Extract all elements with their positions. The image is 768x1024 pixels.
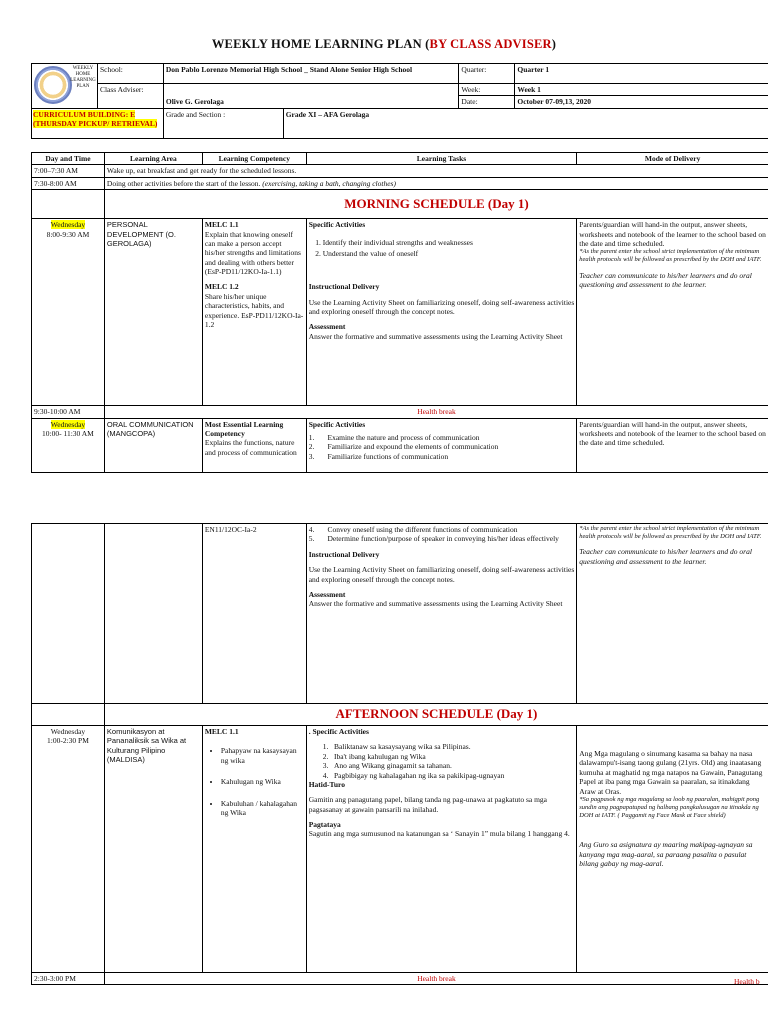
break2-label-cut: Health b: [734, 977, 760, 986]
row1-melc1-title: MELC 1.1: [204, 220, 239, 230]
afternoon-schedule-title: AFTERNOON SCHEDULE (Day 1): [104, 704, 768, 726]
row3-pagtataya-text: Sagutin ang mga sumusunod na katanungan sa ‘ Sanayin 1” mula bilang 1 hanggang 4.: [308, 829, 570, 839]
row3-time: 1:00-2:30 PM: [47, 736, 89, 746]
row1-mode-text: Parents/guardian will hand-in the output, answer sheets, worksheets and notebook of the learner to the school based on the date and time scheduled.: [579, 220, 766, 248]
row3-mode-text: Ang Mga magulang o sinumang kasama sa bahay na nasa dalawampu't-isang taong gulang (21yrs. Old) ang inaatasang kumuha at maghatid ng mga natapos na Gawain, Panagutang Papel at iba pang mga Gawain sa paaralan, sa itinakdang Araw at Oras.: [579, 749, 763, 796]
grade-value: Grade XI – AFA Gerolaga: [283, 108, 768, 138]
date-label: Date:: [461, 97, 478, 107]
break2-time: 2:30-3:00 PM: [32, 973, 105, 985]
row1-melc2-title: MELC 1.2: [204, 282, 239, 292]
pre-text-2-italic: (exercising, taking a bath, changing clothes): [262, 178, 396, 188]
row2b-activity-5: Determine function/purpose of speaker in conveying his/her ideas effectively: [327, 534, 559, 544]
row1-assessment-text: Answer the formative and summative assessments using the Learning Activity Sheet: [308, 331, 563, 341]
row3-bullet-2: • Kahulugan ng Wika: [221, 777, 304, 786]
pre-text-1: Wake up, eat breakfast and get ready for the scheduled lessons.: [104, 165, 768, 177]
pre-text-2: Doing other activities before the start of the lesson.: [106, 178, 261, 188]
row1-activity-2: 2. Understand the value of oneself: [323, 249, 575, 258]
row1-assessment-title: Assessment: [308, 322, 346, 332]
row2b-delivery-title: Instructional Delivery: [308, 549, 380, 559]
school-value: Don Pablo Lorenzo Memorial High School _ Stand Alone Senior High School: [163, 64, 459, 84]
row2-comp-title: Most Essential Learning Competency: [204, 419, 284, 438]
row3-melc-title: MELC 1.1: [204, 727, 239, 736]
row2b-activity-4: Convey oneself using the different functions of communication: [327, 525, 518, 534]
row3-specific-title: . Specific Activities: [308, 727, 369, 736]
curriculum-note: CURRICULUM BUILDING: E (THURSDAY PICKUP/ RETRIEVAL): [33, 109, 158, 129]
quarter-value: Quarter 1: [515, 64, 768, 84]
row3-mode-note: Sa pagpasok ng mga magulang sa loob ng paaralan, mahigpit pong sundin ang pagpapatupad ng halbang pangkalusugan na itinakda ng DOH at IATF. ( Paggamit ng Face Mask at Face shield): [579, 795, 760, 820]
row3-activity-2: Iba't ibang kahulugan ng Wika: [333, 751, 426, 761]
week-label: Week:: [459, 84, 514, 96]
row3-bullet-3: • Kabuluhan / kahalagahan ng Wika: [221, 799, 304, 818]
break1-time: 9:30-10:00 AM: [32, 406, 105, 418]
schedule-table-1: Day and Time Learning Area Learning Competency Learning Tasks Mode of Delivery 7:00–7:30 AM Wake up, eat breakfast and get ready for the scheduled lessons. 7:30-8:00 AM Doing other activities before the start of the lesson. (exercising, taking a bath, changing clothes) MORNING SCHEDULE (Day 1) Wednesday 8:00-9:30 AM PERSONAL DEVELOPMENT (O. GEROLAGA) MELC 1.1 Explain that knowing oneself can make a person accept his/her strengths and limitations and dealing with others better (EsP-PD11/12KO-Ia-1.1) MELC 1.2 Share his/her unique characteristics, habits, and experience. EsP-PD11/12KO-Ia-1.2 Specific Activities 1. Identify their individual strengths and weaknesses 2. Understand the value of oneself Instructional Delivery Use the Learning Activity Sheet on familiarizing oneself, doing self-awareness activities and exploring oneself through the concept notes. Assessment Answer the formative and summative assessments using the Learning Activity Sheet Parents/guardian will hand-in the output, answer sheets, worksheets and notebook of the learner to the school based on the date and time scheduled. *As the parent enter the school strict implementation of the minimum health protocols will be followed as prescribed by the DOH and IATF. Teacher can communicate to his/her learners and do oral questioning and assessment to the learner. 9:30-10:00 AM Health break Wednesday 10:00- 11:30 AM ORAL COMMUNICATION (MANGCOPA) Most Essential Learning Competency Explains the functions, nature and process of communication Specific Activities 1. Examine the nature and process of communication 2. Familiarize and expound the elements of communication 3. Familiarize functions of communication Parents/guardian will hand-in the output, answer sheets, worksheets and notebook of the learner to the school based on the date and time scheduled.: [31, 152, 768, 473]
row3-activity-1: Baliktanaw sa kasaysayang wika sa Pilipinas.: [333, 742, 471, 752]
col-mode-of-delivery: Mode of Delivery: [577, 153, 768, 165]
row1-activity-1: 1. Identify their individual strengths and weaknesses: [323, 238, 575, 247]
row3-activity-3: Ano ang Wikang ginagamit sa tahanan.: [333, 761, 452, 771]
row1-delivery-title: Instructional Delivery: [308, 282, 380, 292]
morning-schedule-title: MORNING SCHEDULE (Day 1): [104, 190, 768, 219]
row2-comp-text: Explains the functions, nature and process of communication: [204, 438, 297, 457]
row3-bullet-1: • Pahapyaw na kasaysayan ng wika: [221, 746, 304, 765]
row2b-delivery-text: Use the Learning Activity Sheet on familiarizing oneself, doing self-awareness activities and exploring oneself through the concept notes.: [308, 565, 575, 584]
logo-text: WEEKLY HOME LEARNING PLAN: [70, 66, 96, 89]
col-learning-area: Learning Area: [104, 153, 202, 165]
row1-specific-title: Specific Activities: [308, 220, 366, 230]
row1-melc2-text: Share his/her unique characteristics, habits, and experience. EsP-PD11/12KO-Ia-1.2: [204, 291, 304, 329]
school-label: School:: [97, 64, 163, 84]
row2-activity-2: Familiarize and expound the elements of communication: [327, 442, 499, 452]
row1-melc1-text: Explain that knowing oneself can make a person accept his/her strengths and limitations and dealing with others better (EsP-PD11/12KO-Ia-1.1): [204, 229, 301, 276]
row3-mode-teacher: Ang Guro sa asignatura ay maaring makipag-ugnayan sa kanyang mga mag-aaral, sa paraang pasalita o pasulat bilang gabay ng mag-aaral.: [579, 840, 753, 868]
week-value: Week 1: [515, 84, 768, 96]
col-learning-tasks: Learning Tasks: [306, 153, 577, 165]
schedule-table-2: EN11/12OC-Ia-2 4. Convey oneself using the different functions of communication 5. Determine function/purpose of speaker in conveying his/her ideas effectively Instructional Delivery Use the Learning Activity Sheet on familiarizing oneself, doing self-awareness activities and exploring oneself through the concept notes. Assessment Answer the formative and summative assessments using the Learning Activity Sheet *As the parent enter the school strict implementation of the minimum health protocols will be followed as prescribed by the DOH and IATF. Teacher can communicate to his/her learners and do oral questioning and assessment to the learner. AFTERNOON SCHEDULE (Day 1) Wednesday 1:00-2:30 PM Komunikasyon at Pananaliksik sa Wika at Kulturang Pilipino (MALDISA) MELC 1.1 • Pahapyaw na kasaysayan ng wika • Kahulugan ng Wika • Kabuluhan / kahalagahan ng Wika . Specific Activities 1. Baliktanaw sa kasaysayang wika sa Pilipinas. 2. Iba't ibang kahulugan ng Wika 3. Ano ang Wikang ginagamit sa tahanan. 4. Pagbibigay ng kahalagahan ng ika sa pakikipag-ugnayan Hatid-Turo Gamitin ang panagutang papel, bilang tanda ng pag-unawa at pagkatuto sa mga pagsasanay at gawain pansarili na inilahad. Pagtataya Sagutin ang mga sumusunod na katanungan sa ‘ Sanayin 1” mula bilang 1 hanggang 4. Ang Mga magulang o sinumang kasama sa bahay na nasa dalawampu't-isang taong gulang (21yrs. Old) ang inaatasang kumuha at maghatid ng mga natapos na Gawain, Panagutang Papel at iba pang mga Gawain sa paaralan, sa itinakdang Araw at Oras. *Sa pagpasok ng mga magulang sa loob ng paaralan, mahigpit pong sundin ang pagpapatupad ng halbang pangkalusugan na itinakda ng DOH at IATF. ( Paggamit ng Face Mask at Face shield) Ang Guro sa asignatura ay maaring makipag-ugnayan sa kanyang mga mag-aaral, sa paraang pasalita o pasulat bilang gabay ng mag-aaral. 2:30-3:00 PM Health break: [31, 523, 768, 985]
date-value: October 07-09,13, 2020: [517, 97, 591, 107]
row2-mode-text: Parents/guardian will hand-in the output, answer sheets, worksheets and notebook of the learner to the school based on the date and time scheduled.: [577, 418, 768, 472]
logo-cell: [32, 64, 98, 109]
row3-hatid-text: Gamitin ang panagutang papel, bilang tanda ng pag-unawa at pagkatuto sa mga pagsasanay at gawain pansarili na inilahad.: [308, 795, 547, 814]
header-table: [31, 63, 768, 139]
row2-specific-title: Specific Activities: [308, 419, 366, 429]
row3-area: Komunikasyon at Pananaliksik sa Wika at Kulturang Pilipino (MALDISA): [104, 726, 202, 973]
row2-activity-1: Examine the nature and process of communication: [327, 432, 480, 442]
break2-label: Health break: [104, 973, 768, 985]
row2-time: 10:00- 11:30 AM: [42, 428, 94, 438]
row1-area: PERSONAL DEVELOPMENT (O. GEROLAGA): [104, 219, 202, 406]
pre-time-1: 7:00–7:30 AM: [32, 165, 105, 177]
col-day-time: Day and Time: [32, 153, 105, 165]
row2b-mode-note: As the parent enter the school strict implementation of the minimum health protocols will be followed as prescribed by the DOH and IATF.: [579, 525, 762, 541]
row2b-mode-teacher: Teacher can communicate to his/her learners and do oral questioning and assessment to the learner.: [579, 547, 752, 566]
grade-label: Grade and Section :: [163, 108, 283, 138]
row2-area: ORAL COMMUNICATION (MANGCOPA): [104, 418, 202, 472]
row1-day: Wednesday: [50, 220, 86, 230]
row2-day: Wednesday: [50, 419, 86, 429]
pre-time-2: 7:30-8:00 AM: [32, 177, 105, 189]
row1-mode-note: As the parent enter the school strict implementation of the minimum health protocols will be followed as prescribed by the DOH and IATF.: [579, 248, 762, 264]
row1-mode-teacher: Teacher can communicate to his/her learners and do oral questioning and assessment to the learner.: [579, 270, 752, 289]
row3-activity-4: Pagbibigay ng kahalagahan ng ika sa pakikipag-ugnayan: [333, 770, 505, 780]
row3-day: Wednesday: [50, 727, 86, 736]
row3-hatid-title: Hatid-Turo: [308, 779, 345, 789]
row3-pagtataya-title: Pagtataya: [308, 820, 341, 829]
row2b-assessment-text: Answer the formative and summative assessments using the Learning Activity Sheet: [308, 599, 563, 609]
row2b-code: EN11/12OC-Ia-2: [202, 524, 306, 704]
adviser-label: Class Adviser:: [97, 84, 163, 109]
row2b-assessment-title: Assessment: [308, 589, 346, 599]
adviser-value: Olive G. Gerolaga: [163, 84, 459, 109]
break1-label: Health break: [104, 406, 768, 418]
row1-time: 8:00-9:30 AM: [46, 229, 90, 239]
row1-delivery-text: Use the Learning Activity Sheet on familiarizing oneself, doing self-awareness activities and exploring oneself through the concept notes.: [308, 297, 575, 316]
quarter-label: Quarter:: [459, 64, 515, 84]
col-learning-competency: Learning Competency: [202, 153, 306, 165]
page-title: WEEKLY HOME LEARNING PLAN (BY CLASS ADVISER): [211, 37, 557, 51]
school-seal-icon: [34, 66, 72, 104]
row2-activity-3: Familiarize functions of communication: [327, 451, 449, 461]
